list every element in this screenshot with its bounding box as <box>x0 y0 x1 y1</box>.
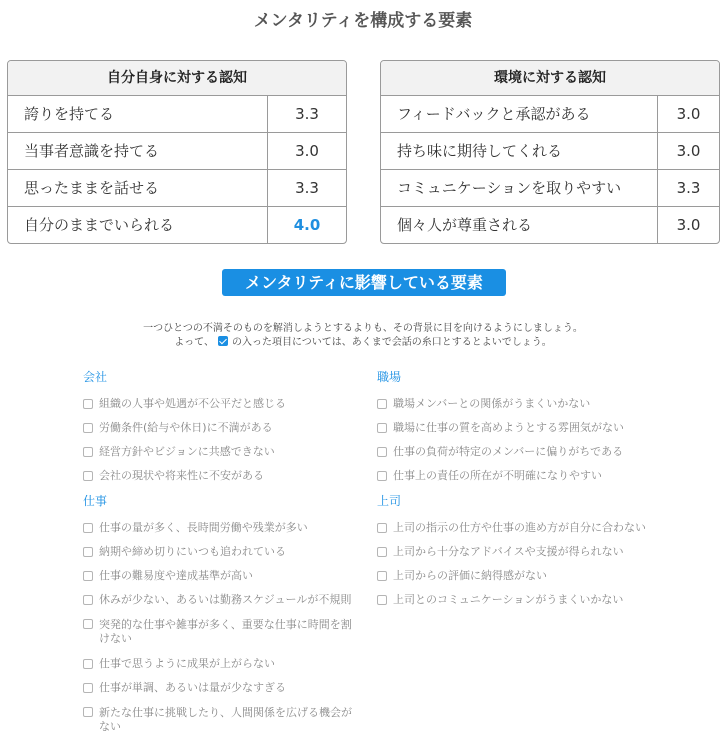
item-label: 新たな仕事に挑戦したり、人間関係を広げる機会がない <box>99 706 352 733</box>
checkbox[interactable] <box>377 523 387 533</box>
checklist-item[interactable] <box>83 706 355 734</box>
checkbox[interactable] <box>83 683 93 693</box>
row-label: フィードバックと承認がある <box>381 96 658 132</box>
checkbox[interactable] <box>377 447 387 457</box>
group-work <box>83 492 355 734</box>
item-label: 労働条件(給与や休日)に不満がある <box>99 421 273 434</box>
group-title: 職場 <box>377 370 402 384</box>
checkbox[interactable] <box>83 659 93 669</box>
checkbox[interactable] <box>83 595 93 605</box>
item-label: 仕事の量が多く、長時間労働や残業が多い <box>99 521 308 534</box>
influence-section-badge: メンタリティに影響している要素 <box>222 269 506 296</box>
table-row <box>381 170 719 207</box>
checklist-item[interactable] <box>377 570 677 582</box>
checkbox[interactable] <box>377 399 387 409</box>
checkbox[interactable] <box>83 547 93 557</box>
checkbox[interactable] <box>83 471 93 481</box>
intro-line-1: 一つひとつの不満そのものを解消しようとするよりも、その背景に目を向けるようにしましょう。 <box>143 323 583 334</box>
item-label: 上司とのコミュニケーションがうまくいかない <box>393 593 624 606</box>
checkbox[interactable] <box>83 571 93 581</box>
row-label: 持ち味に期待してくれる <box>381 133 658 169</box>
checklist-item[interactable] <box>83 446 353 458</box>
checklist-item[interactable] <box>377 422 677 434</box>
checkbox[interactable] <box>377 547 387 557</box>
row-score-highlight: 4.0 <box>293 216 321 234</box>
checklist-item[interactable] <box>377 446 677 458</box>
intro-line-2-before: よって、 <box>174 337 214 348</box>
table-row <box>381 133 719 170</box>
row-score: 3.0 <box>676 216 701 234</box>
checkbox[interactable] <box>83 447 93 457</box>
item-label: 仕事上の責任の所在が不明確になりやすい <box>393 469 602 482</box>
checklist-item[interactable] <box>83 470 353 482</box>
row-score: 3.3 <box>295 105 319 123</box>
intro-text <box>0 322 726 350</box>
row-score: 3.3 <box>295 179 319 197</box>
item-label: 職場メンバーとの関係がうまくいかない <box>393 397 591 410</box>
intro-line-2-after: の入った項目については、あくまで会話の糸口とするとよいでしょう。 <box>232 337 552 348</box>
row-score: 3.0 <box>295 142 319 160</box>
item-label: 上司からの評価に納得感がない <box>393 569 547 582</box>
item-label: 上司の指示の仕方や仕事の進め方が自分に合わない <box>393 521 646 534</box>
checkbox[interactable] <box>83 707 93 717</box>
checklist-item[interactable] <box>83 658 355 670</box>
group-title: 仕事 <box>83 494 108 508</box>
table-row <box>8 96 346 133</box>
row-label: 個々人が尊重される <box>381 207 658 243</box>
table-row <box>8 170 346 207</box>
item-label: 経営方針やビジョンに共感できない <box>99 445 275 458</box>
item-label: 仕事で思うように成果が上がらない <box>99 657 275 670</box>
group-workplace <box>377 368 677 482</box>
item-label: 仕事が単調、あるいは量が少なすぎる <box>99 681 286 694</box>
checklist-item[interactable] <box>83 594 355 606</box>
item-label: 仕事の負荷が特定のメンバーに偏りがちである <box>393 445 624 458</box>
intro-line-2 <box>0 336 726 350</box>
item-label: 仕事の難易度や達成基準が高い <box>99 569 253 582</box>
row-label: 思ったままを話せる <box>8 170 268 206</box>
item-label: 会社の現状や将来性に不安がある <box>99 469 264 482</box>
checklist-item[interactable] <box>83 398 353 410</box>
row-score: 3.3 <box>676 179 701 197</box>
checklist-item[interactable] <box>83 570 355 582</box>
item-label: 組織の人事や処遇が不公平だと感じる <box>99 397 286 410</box>
checklist-item[interactable] <box>83 546 355 558</box>
group-company <box>83 368 353 482</box>
checklist-item[interactable] <box>83 618 355 646</box>
checklist-item[interactable] <box>377 594 677 606</box>
item-label: 上司から十分なアドバイスや支援が得られない <box>393 545 624 558</box>
row-score: 3.0 <box>676 142 701 160</box>
row-score: 3.0 <box>676 105 701 123</box>
checkbox[interactable] <box>377 471 387 481</box>
checklist-item[interactable] <box>83 422 353 434</box>
row-label: コミュニケーションを取りやすい <box>381 170 658 206</box>
checklist-item[interactable] <box>83 682 355 694</box>
checklist-item[interactable] <box>83 522 355 534</box>
table-row <box>8 133 346 170</box>
self-table-header: 自分自身に対する認知 <box>8 61 346 96</box>
env-table-header: 環境に対する認知 <box>381 61 719 96</box>
table-row <box>8 207 346 243</box>
item-label: 休みが少ない、あるいは勤務スケジュールが不規則 <box>99 593 352 606</box>
checklist-item[interactable] <box>377 398 677 410</box>
checkbox[interactable] <box>83 523 93 533</box>
checkbox[interactable] <box>377 571 387 581</box>
checkbox[interactable] <box>83 399 93 409</box>
checkbox[interactable] <box>83 619 93 629</box>
row-label: 当事者意識を持てる <box>8 133 268 169</box>
checklist-item[interactable] <box>377 546 677 558</box>
item-label: 納期や締め切りにいつも追われている <box>99 545 286 558</box>
row-label: 誇りを持てる <box>8 96 268 132</box>
group-title: 上司 <box>377 494 402 508</box>
checkbox[interactable] <box>83 423 93 433</box>
item-label: 職場に仕事の質を高めようとする雰囲気がない <box>393 421 624 434</box>
row-label: 自分のままでいられる <box>8 207 268 243</box>
checklist-item[interactable] <box>377 470 677 482</box>
checkmark-icon <box>218 336 228 346</box>
environment-recognition-table <box>380 60 720 244</box>
table-row <box>381 96 719 133</box>
checkbox[interactable] <box>377 595 387 605</box>
group-title: 会社 <box>83 370 108 384</box>
self-recognition-table <box>7 60 347 244</box>
table-row <box>381 207 719 243</box>
group-boss <box>377 492 677 606</box>
item-label: 突発的な仕事や雑事が多く、重要な仕事に時間を割けない <box>99 618 352 645</box>
checkbox[interactable] <box>377 423 387 433</box>
page-title: メンタリティを構成する要素 <box>253 11 473 31</box>
checklist-item[interactable] <box>377 522 677 534</box>
